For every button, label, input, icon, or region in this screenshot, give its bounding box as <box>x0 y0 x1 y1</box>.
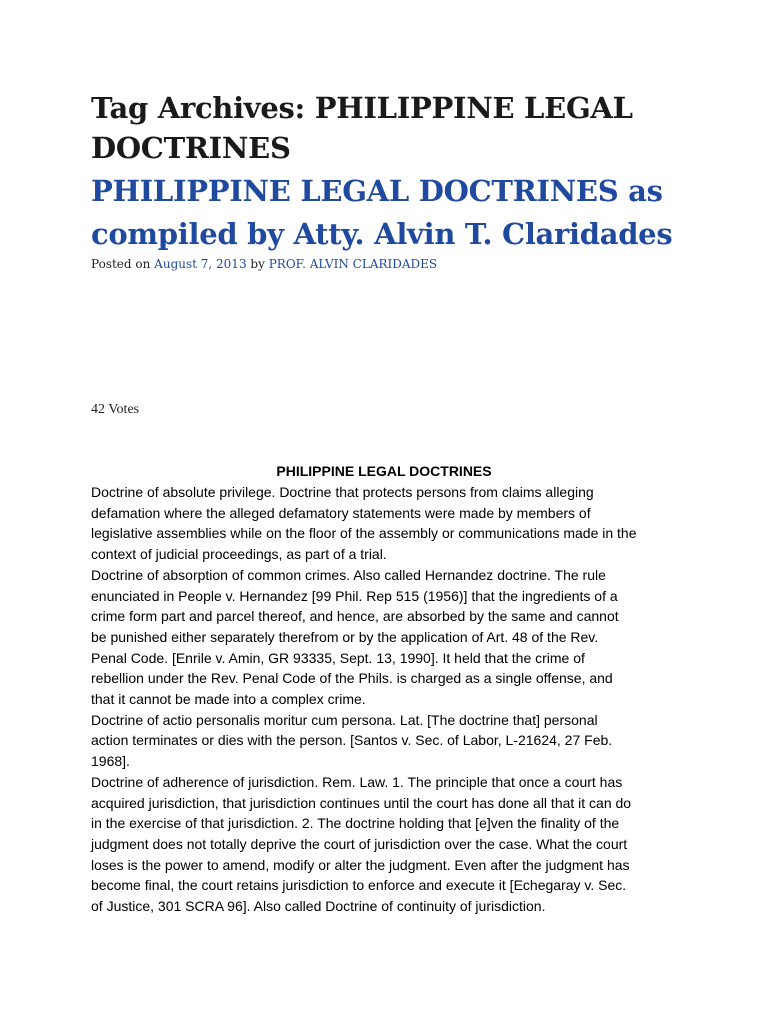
paragraph-line: Doctrine of absolute privilege. Doctrine that protects persons from claims alleging <box>91 484 594 500</box>
document-body <box>91 482 691 917</box>
posted-on-label: Posted on <box>91 257 151 271</box>
paragraph-line: in the exercise of that jurisdiction. 2. The doctrine holding that [e]ven the finality of the <box>91 815 620 832</box>
post-title-line[interactable]: compiled by Atty. Alvin T. Claridades <box>91 217 673 251</box>
archive-title-line: DOCTRINES <box>91 131 291 165</box>
paragraph-line: Doctrine of adherence of jurisdiction. Rem. Law. 1. The principle that once a court has <box>91 773 623 790</box>
paragraph-line: judgment does not totally deprive the court of jurisdiction over the case. What the court <box>91 835 628 852</box>
paragraph-line: that it cannot be made into a complex crime. <box>91 691 366 708</box>
doctrine-paragraph <box>91 710 691 772</box>
document-heading: PHILIPPINE LEGAL DOCTRINES <box>276 463 492 479</box>
paragraph-line: acquired jurisdiction, that jurisdiction continues until the court has done all that it can do <box>91 794 632 811</box>
paragraph-line: loses is the power to amend, modify or alter the judgment. Even after the judgment has <box>91 856 630 873</box>
paragraph-line: Doctrine of absorption of common crimes. Also called Hernandez doctrine. The rule <box>91 566 606 583</box>
paragraph-line: 1968]. <box>91 753 130 770</box>
paragraph-line: crime form part and parcel thereof, and hence, are absorbed by the same and cannot <box>91 608 619 625</box>
vote-count: 42 Votes <box>91 402 140 417</box>
paragraph-line: legislative assemblies while on the floor of the assembly or communications made in the <box>91 525 637 542</box>
paragraph-line: enunciated in People v. Hernandez [99 Phil. Rep 515 (1956)] that the ingredients of a <box>91 587 618 604</box>
post-title-link[interactable] <box>91 170 691 256</box>
paragraph-line: be punished either separately therefrom or by the application of Art. 48 of the Rev. <box>91 628 599 645</box>
paragraph-line: rebellion under the Rev. Penal Code of the Phils. is charged as a single offense, and <box>91 670 613 687</box>
paragraph-line: Penal Code. [Enrile v. Amin, GR 93335, Sept. 13, 1990]. It held that the crime of <box>91 649 585 666</box>
post-title-line[interactable]: PHILIPPINE LEGAL DOCTRINES as <box>91 174 663 208</box>
post-meta <box>91 256 437 272</box>
paragraph-line: action terminates or dies with the person. [Santos v. Sec. of Labor, L-21624, 27 Feb. <box>91 732 613 749</box>
paragraph-line: Doctrine of actio personalis moritur cum persona. Lat. [The doctrine that] personal <box>91 711 598 728</box>
doctrine-paragraph <box>91 565 691 710</box>
paragraph-line: context of judicial proceedings, as part of a trial. <box>91 546 387 563</box>
paragraph-line: of Justice, 301 SCRA 96]. Also called Doctrine of continuity of jurisdiction. <box>91 898 546 915</box>
doctrine-paragraph <box>91 772 691 917</box>
archive-title <box>91 88 691 168</box>
post-date-link[interactable]: August 7, 2013 <box>154 257 247 271</box>
by-label: by <box>250 257 265 271</box>
archive-title-line: Tag Archives: PHILIPPINE LEGAL <box>91 91 633 125</box>
paragraph-line: become final, the court retains jurisdiction to enforce and execute it [Echegaray v. Sec. <box>91 877 627 894</box>
paragraph-line: defamation where the alleged defamatory statements were made by members of <box>91 504 591 521</box>
author-link[interactable]: PROF. ALVIN CLARIDADES <box>268 257 438 271</box>
doctrine-paragraph <box>91 482 691 565</box>
